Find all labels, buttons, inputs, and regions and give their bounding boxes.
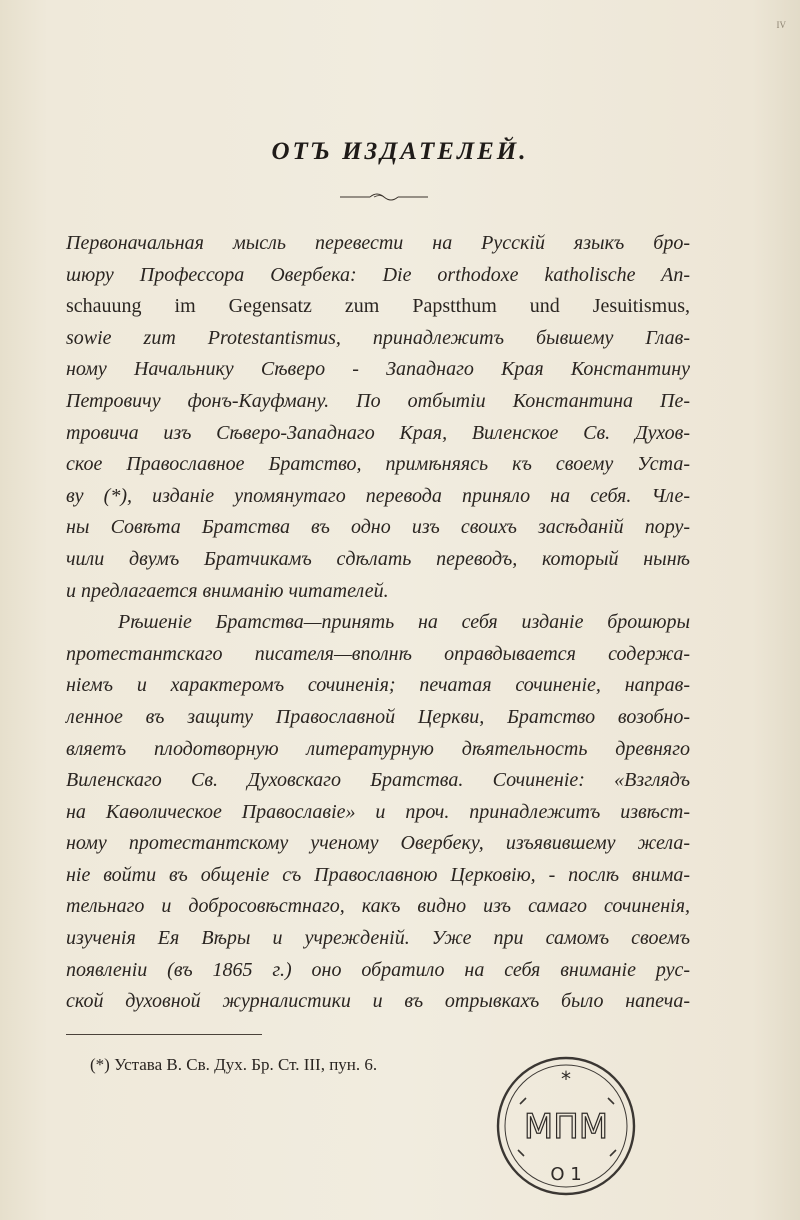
text-line: протестантскаго писателя—вполнѣ оправдывается содержа- <box>66 642 690 665</box>
text-line: изученія Ея Вѣры и учрежденій. Уже при самомъ своемъ <box>66 927 690 950</box>
text-line: Рѣшеніе Братства—принять на себя изданіе брошюры <box>118 611 690 634</box>
library-stamp-icon <box>492 1052 640 1200</box>
page-corner-mark: IV <box>776 20 786 30</box>
text-line: ву (*), изданіе упомянутаго перевода приняло на себя. Чле- <box>66 484 690 507</box>
text-line: ское Православное Братство, примѣняясь къ своему Уста- <box>66 453 690 476</box>
text-line: ской духовной журналистики и въ отрывкахъ было напеча- <box>66 990 690 1013</box>
stamp-middle-text: МПМ <box>523 1107 609 1147</box>
page-title: ОТЪ ИЗДАТЕЛЕЙ. <box>271 138 529 165</box>
text-line: тровича изъ Сѣверо-Западнаго Края, Виленское Св. Духов- <box>66 421 690 444</box>
text-line: появленіи (въ 1865 г.) оно обратило на себя вниманіе рус- <box>66 958 690 981</box>
text-line: Петровичу фонъ-Кауфману. По отбытіи Константина Пе- <box>66 389 690 412</box>
title-ornament <box>340 188 428 204</box>
text-line: вляетъ плодотворную литературную дѣятельность древняго <box>66 737 690 760</box>
text-line: ному протестантскому ученому Овербеку, изъявившему жела- <box>66 832 690 855</box>
body-text <box>66 228 690 1018</box>
text-line: schauung im Gegensatz zum Papstthum und Jesuitismus, <box>66 295 690 318</box>
text-line: чили двумъ Братчикамъ сдѣлать переводъ, который нынѣ <box>66 547 690 570</box>
text-line: Первоначальная мысль перевести на Русскій языкъ бро- <box>66 232 690 254</box>
text-line: шюру Профессора Овербека: Die orthodoxe katholische An- <box>66 263 690 286</box>
stamp-top-text: * <box>561 1067 571 1091</box>
footnote: (*) Устава В. Св. Дух. Бр. Ст. III, пун. 6. <box>90 1055 378 1074</box>
text-line: тельнаго и добросовѣстнаго, какъ видно изъ самаго сочиненія, <box>66 895 690 918</box>
stamp-bottom-text: О 1 <box>550 1164 582 1185</box>
text-line: sowie zum Protestantismus, принадлежитъ бывшему Глав- <box>66 326 690 349</box>
text-line: ны Совѣта Братства въ одно изъ своихъ засѣданій пору- <box>66 516 690 539</box>
text-line: ленное въ защиту Православной Церкви, Братство возобно- <box>66 705 690 728</box>
text-line: ніе войти въ общеніе съ Православною Церковію, - послѣ внима- <box>66 863 690 886</box>
footnote-rule <box>66 1034 262 1035</box>
text-line: и предлагается вниманію читателей. <box>66 579 389 602</box>
text-line: Виленскаго Св. Духовскаго Братства. Сочиненіе: «Взглядъ <box>66 769 690 792</box>
text-line: ніемъ и характеромъ сочиненія; печатая сочиненіе, направ- <box>66 674 690 697</box>
text-line: на Каѳолическое Православіе» и проч. принадлежитъ извѣст- <box>66 800 690 823</box>
text-line: ному Начальнику Сѣверо - Западнаго Края Константину <box>66 358 690 381</box>
